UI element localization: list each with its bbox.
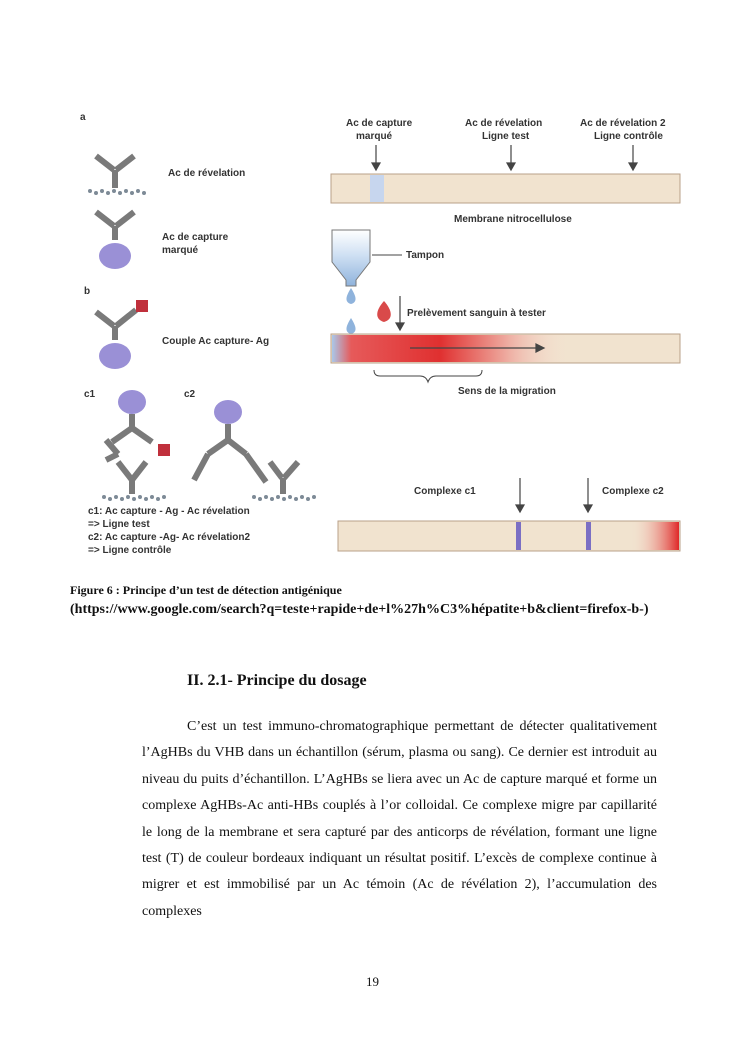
tampon-label: Tampon — [406, 250, 445, 261]
c1-complex — [106, 414, 152, 494]
page-number: 19 — [366, 974, 379, 989]
body-paragraph: C’est un test immuno-chromatographique permettant de détecter qualitativement l’AgHBs du VHB dans un échantillon (sérum, plasma ou sang). Ce dernier est introduit au niveau du puits d’échantillon. L’AgHBs se liera avec un Ac de capture marqué et forme un complexe AgHBs-Ac anti-HBs couplés à l’or colloidal. Ce complexe migre par capillarité le long de la membrane et sera capturé par des anticorps de révélation, formant une ligne test (T) de couleur bordeaux indiquant un résultat positif. L’excès de complexe continue à migrer et est immobilisé par un Ac témoin (Ac de révélation 2), l’accumulation des complexes — [142, 719, 657, 919]
membrane-strip-result — [338, 521, 680, 551]
top-label-capture-1: Ac de capture — [346, 118, 413, 129]
excess-complex — [630, 522, 679, 550]
panel-label-c1: c1 — [84, 389, 96, 400]
panel-label-c2: c2 — [184, 389, 196, 400]
migration-brace — [374, 370, 482, 382]
ac-capture-label-1: Ac de capture — [162, 232, 229, 243]
gold-particle-icon — [99, 343, 131, 369]
legend-line-4: => Ligne contrôle — [88, 545, 172, 556]
antigen-icon — [158, 444, 170, 456]
top-label-rev2-2: Ligne contrôle — [594, 131, 663, 142]
top-label-rev2-1: Ac de révelation 2 — [580, 118, 666, 129]
top-label-rev-1: Ac de révelation — [465, 118, 543, 129]
tampon-dropper-icon — [332, 230, 370, 286]
membrane-dots — [252, 495, 316, 501]
prelevement-label: Prelèvement sanguin à tester — [407, 308, 546, 319]
immunoassay-figure — [70, 90, 710, 560]
figure-caption: Figure 6 : Principe d’un test de détection antigénique — [70, 583, 342, 597]
complexe-c2-label: Complexe c2 — [602, 486, 664, 497]
panel-label-a: a — [80, 112, 86, 123]
membrane-dots — [88, 189, 146, 195]
top-label-rev-2: Ligne test — [482, 131, 530, 142]
legend-line-1: c1: Ac capture - Ag - Ac révelation — [88, 506, 250, 517]
membrane-label: Membrane nitrocellulose — [454, 214, 572, 225]
gold-particle-icon — [118, 390, 146, 414]
capture-antibody — [96, 212, 134, 240]
top-label-capture-2: marqué — [356, 131, 393, 142]
top-arrows — [372, 145, 637, 170]
buffer-drop-icon — [346, 318, 355, 334]
panel-label-b: b — [84, 286, 91, 297]
sample-arrow — [396, 296, 404, 330]
antigen-icon — [136, 300, 148, 312]
blood-drop-icon — [377, 301, 391, 322]
section-heading: II. 2.1- Principe du dosage — [187, 672, 367, 689]
couple-label: Couple Ac capture- Ag — [162, 336, 270, 347]
test-line — [516, 522, 521, 550]
ac-capture-label-2: marqué — [162, 245, 199, 256]
revelation-antibody — [96, 156, 134, 188]
gold-particle-icon — [99, 243, 131, 269]
complexe-arrows — [516, 478, 592, 512]
complexe-c1-label: Complexe c1 — [414, 486, 476, 497]
capture-zone — [370, 175, 384, 202]
couple-antibody — [96, 310, 136, 340]
legend-line-3: c2: Ac capture -Ag- Ac révelation2 — [88, 532, 251, 543]
legend-line-2: => Ligne test — [88, 519, 150, 530]
control-line — [586, 522, 591, 550]
c2-complex — [194, 424, 298, 494]
gold-particle-icon — [214, 400, 242, 424]
buffer-drop-icon — [346, 288, 355, 304]
membrane-dots — [102, 495, 166, 501]
sens-label: Sens de la migration — [458, 386, 556, 397]
figure-source-url: (https://www.google.com/search?q=teste+rapide+de+l%27h%C3%hépatite+b&client=firefox-b-) — [70, 602, 649, 617]
ac-revelation-label: Ac de révelation — [168, 168, 246, 179]
